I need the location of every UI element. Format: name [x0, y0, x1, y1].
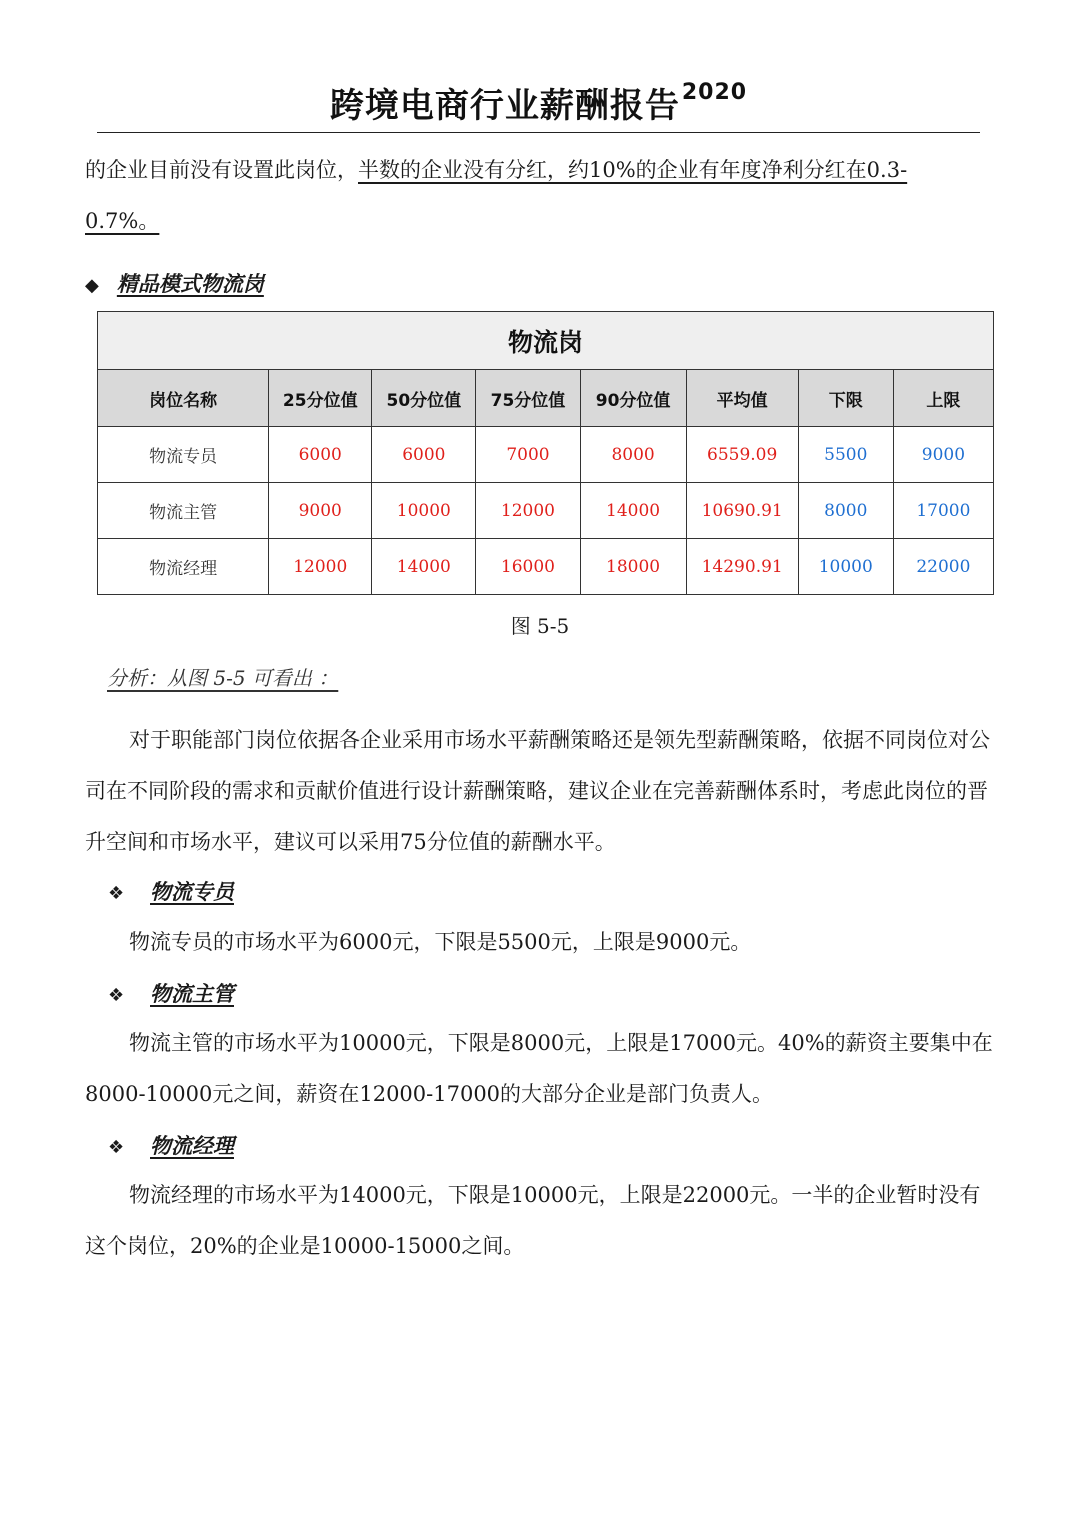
average-cell: 10690.91	[686, 483, 798, 539]
figure-caption: 图 5-5	[510, 614, 570, 638]
subsection-title: 物流专员	[150, 880, 234, 904]
p90-cell: 14000	[580, 483, 686, 539]
intro-continuation: 0.7%。	[85, 209, 160, 233]
header-p90: 90分位值	[580, 370, 686, 427]
p50-cell: 14000	[372, 539, 476, 595]
header-average: 平均值	[686, 370, 798, 427]
header-p75: 75分位值	[476, 370, 580, 427]
table-row	[98, 483, 994, 539]
clover-bullet-icon: ❖	[108, 1137, 125, 1158]
upper-limit-cell: 17000	[893, 483, 993, 539]
analysis-heading: 分析：从图 5-5 可看出 ：	[107, 666, 339, 690]
table-row	[98, 539, 994, 595]
header-p50: 50分位值	[372, 370, 476, 427]
clover-bullet-icon: ❖	[108, 883, 125, 904]
p25-cell: 9000	[269, 483, 372, 539]
header-lower-limit: 下限	[798, 370, 893, 427]
p25-cell: 6000	[269, 427, 372, 483]
clover-bullet-icon: ❖	[108, 985, 125, 1006]
position-name-cell: 物流主管	[98, 483, 269, 539]
subsection-title: 物流主管	[150, 982, 234, 1006]
table-title: 物流岗	[98, 312, 994, 370]
section-title: 精品模式物流岗	[116, 272, 264, 296]
subsection-text: 物流专员的市场水平为6000元，下限是5500元，上限是9000元。	[129, 930, 752, 954]
intro-text: 的企业目前没有设置此岗位，	[85, 158, 358, 182]
body-paragraph: 对于职能部门岗位依据各企业采用市场水平薪酬策略还是领先型薪酬策略，依据不同岗位对公司在不同阶段的需求和贡献价值进行设计薪酬策略，建议企业在完善薪酬体系时，考虑此岗位的晋升空间和市场水平，建议可以采用75分位值的薪酬水平。	[85, 728, 990, 854]
upper-limit-cell: 22000	[893, 539, 993, 595]
document-year: 2020	[681, 79, 748, 105]
table-row	[98, 427, 994, 483]
header-position-name: 岗位名称	[98, 370, 269, 427]
subsection-text: 物流主管的市场水平为10000元，下限是8000元，上限是17000元。40%的薪资主要集中在8000-10000元之间，薪资在12000-17000的大部分企业是部门负责人。	[85, 1031, 993, 1106]
subsection-heading	[108, 1130, 234, 1160]
average-cell: 6559.09	[686, 427, 798, 483]
lower-limit-cell: 5500	[798, 427, 893, 483]
subsection-title: 物流经理	[150, 1134, 234, 1158]
logistics-salary-table	[97, 311, 994, 595]
subsection-heading	[108, 978, 234, 1008]
section-heading	[85, 268, 264, 298]
page-header	[97, 72, 980, 133]
lower-limit-cell: 8000	[798, 483, 893, 539]
header-upper-limit: 上限	[893, 370, 993, 427]
p25-cell: 12000	[269, 539, 372, 595]
intro-paragraph	[85, 145, 1000, 247]
average-cell: 14290.91	[686, 539, 798, 595]
diamond-bullet-icon: ◆	[85, 275, 99, 296]
p75-cell: 16000	[476, 539, 580, 595]
header-p25: 25分位值	[269, 370, 372, 427]
document-title: 跨境电商行业薪酬报告$^{2020}$	[329, 79, 748, 126]
subsection-heading	[108, 876, 234, 906]
p50-cell: 6000	[372, 427, 476, 483]
p50-cell: 10000	[372, 483, 476, 539]
p90-cell: 8000	[580, 427, 686, 483]
intro-underlined-text: 半数的企业没有分红，约10%的企业有年度净利分红在0.3-	[358, 158, 908, 182]
p75-cell: 12000	[476, 483, 580, 539]
p90-cell: 18000	[580, 539, 686, 595]
lower-limit-cell: 10000	[798, 539, 893, 595]
position-name-cell: 物流经理	[98, 539, 269, 595]
position-name-cell: 物流专员	[98, 427, 269, 483]
p75-cell: 7000	[476, 427, 580, 483]
upper-limit-cell: 9000	[893, 427, 993, 483]
subsection-text: 物流经理的市场水平为14000元，下限是10000元，上限是22000元。一半的企业暂时没有这个岗位，20%的企业是10000-15000之间。	[85, 1183, 981, 1258]
table-header-row	[98, 370, 994, 427]
